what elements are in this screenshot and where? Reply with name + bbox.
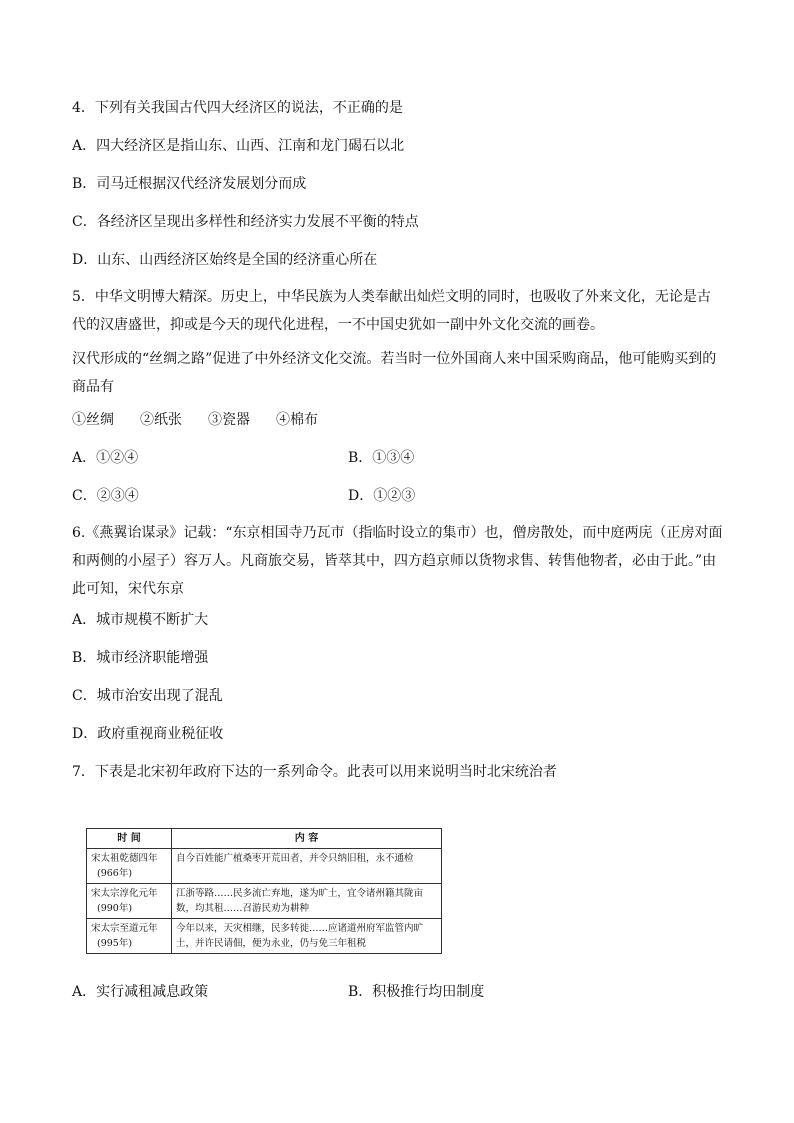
time-year: (966年) xyxy=(97,868,133,879)
table-row xyxy=(87,884,442,919)
time-label: 宋太宗淳化元年 xyxy=(91,888,158,899)
q4-option-b: B．司马迁根据汉代经济发展划分而成 xyxy=(72,176,307,192)
q5-item-2: ②纸张 xyxy=(140,412,182,428)
time-label: 宋太祖乾德四年 xyxy=(91,853,158,864)
q5-item-1: ①丝绸 xyxy=(72,412,114,428)
q5-option-c: C．②③④ xyxy=(72,488,139,504)
table-header-time: 时 间 xyxy=(87,829,172,849)
time-label: 宋太宗至道元年 xyxy=(91,923,158,934)
q5-item-3: ③瓷器 xyxy=(208,412,250,428)
q6-option-d: D．政府重视商业税征收 xyxy=(72,726,224,742)
q7-table xyxy=(86,828,442,954)
table-row xyxy=(87,849,442,884)
time-year: (995年) xyxy=(97,938,133,949)
q7-option-a: A．实行减租减息政策 xyxy=(72,984,209,1000)
table-cell-time xyxy=(87,919,172,954)
q4-option-c: C．各经济区呈现出多样性和经济实力发展不平衡的特点 xyxy=(72,214,419,230)
q4-stem: 4．下列有关我国古代四大经济区的说法，不正确的是 xyxy=(72,100,403,116)
q7-stem: 7．下表是北宋初年政府下达的一系列命令。此表可以用来说明当时北宋统治者 xyxy=(72,764,557,780)
table-cell-time xyxy=(87,849,172,884)
table-cell-time xyxy=(87,884,172,919)
q6-option-b: B．城市经济职能增强 xyxy=(72,650,209,666)
table-cell-content: 今年以来，天灾相继，民多转徙……应诸道州府军监管内旷土，并许民请佃，便为永业，仍与免三年租税 xyxy=(172,919,442,954)
q5-intro: 5．中华文明博大精深。历史上，中华民族为人类奉献出灿烂文明的同时，也吸收了外来文化，无论是古代的汉唐盛世，抑或是今天的现代化进程，一不中国史犹如一副中外文化交流的画卷。 xyxy=(72,289,711,333)
table-cell-content: 自今百姓能广植桑枣开荒田者，并令只纳旧租，永不通检 xyxy=(172,849,442,884)
table-cell-content: 江浙等路……民多流亡弃地，遂为旷土，宜令诸州籍其陇亩数，均其租……召游民劝为耕种 xyxy=(172,884,442,919)
q4-option-d: D．山东、山西经济区始终是全国的经济重心所在 xyxy=(72,252,378,268)
q5-stem: 汉代形成的“丝绸之路”促进了中外经济文化交流。若当时一位外国商人来中国采购商品，他可能购买到的商品有 xyxy=(72,351,717,395)
table-header-content: 内 容 xyxy=(172,829,442,849)
table-row xyxy=(87,919,442,954)
q5-items xyxy=(72,410,318,430)
table-header-row xyxy=(87,829,442,849)
time-year: (990年) xyxy=(97,903,133,914)
q6-stem: 6.《燕翼诒谋录》记载：“东京相国寺乃瓦市（指临时设立的集市）也，僧房散处，而中庭两庑（正房对面和两侧的小屋子）容万人。凡商旅交易，皆萃其中，四方趋京师以货物求售、转售他物者，必由于此。”由此可知，宋代东京 xyxy=(72,525,723,597)
q5-option-a: A．①②④ xyxy=(72,450,139,466)
q7-option-b: B．积极推行均田制度 xyxy=(348,984,485,1000)
q5-option-b: B．①③④ xyxy=(348,450,415,466)
q5-item-4: ④棉布 xyxy=(276,412,318,428)
q4-option-a: A．四大经济区是指山东、山西、江南和龙门碣石以北 xyxy=(72,138,405,154)
q6-option-a: A．城市规模不断扩大 xyxy=(72,612,209,628)
q5-option-d: D．①②③ xyxy=(348,488,416,504)
q6-option-c: C．城市治安出现了混乱 xyxy=(72,688,223,704)
